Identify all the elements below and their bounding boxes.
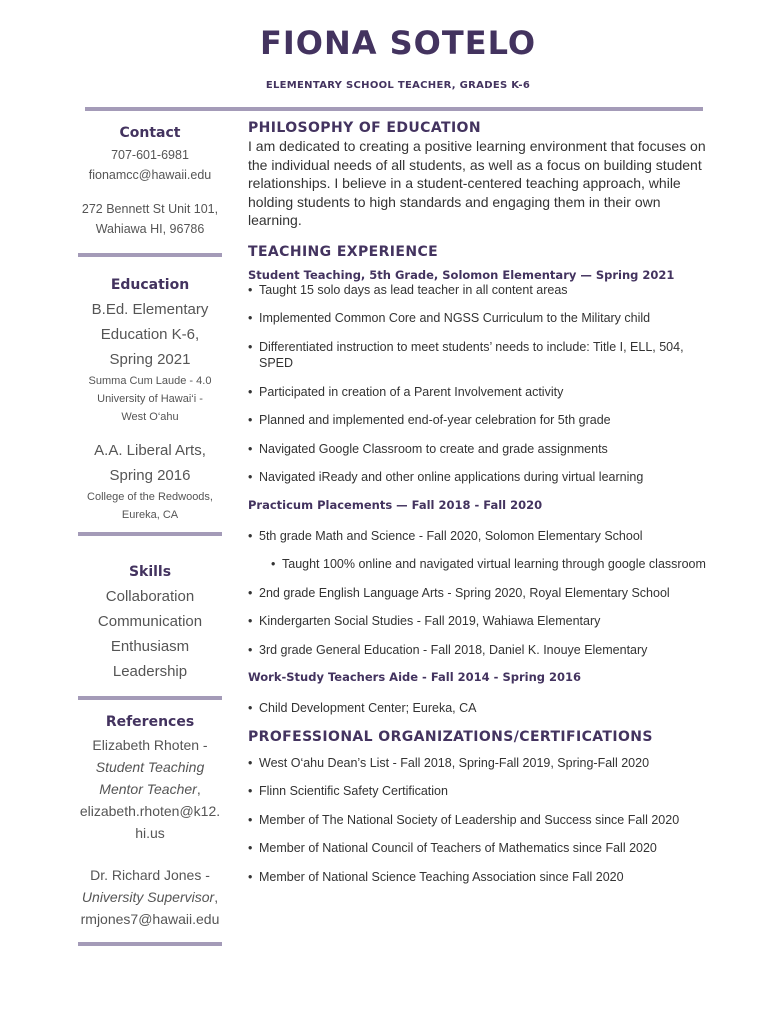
list-item: • West O‘ahu Dean’s List - Fall 2018, Spring-Fall 2019, Spring-Fall 2020 (248, 755, 718, 772)
contact-address-line1: 272 Bennett St Unit 101, (81, 202, 219, 216)
list-item-nested: • Taught 100% online and navigated virtual learning through google classroom (271, 556, 718, 573)
reference1-title-line1: Student Teaching (95, 759, 205, 775)
list-item: • Participated in creation of a Parent Involvement activity (248, 384, 718, 401)
work-study-list (248, 700, 718, 717)
student-teaching-title: Student Teaching, 5th Grade, Solomon Elementary — Spring 2021 (248, 267, 675, 282)
list-item: • Child Development Center; Eureka, CA (248, 700, 718, 717)
organizations-list (248, 755, 718, 886)
work-study-title: Work-Study Teachers Aide - Fall 2014 - Spring 2016 (248, 670, 581, 684)
practicum-list (248, 528, 718, 659)
reference1-title-line2-wrap (55, 778, 245, 800)
list-item: • Differentiated instruction to meet students’ needs to include: Title I, ELL, 504, SPED (248, 339, 718, 372)
degree1-line3: Spring 2021 (109, 351, 191, 368)
list-item: • 5th grade Math and Science - Fall 2020, Solomon Elementary School (248, 528, 718, 545)
skills-heading: Skills (128, 564, 172, 580)
reference1-name: Elizabeth Rhoten - (92, 737, 208, 753)
education-section (55, 277, 245, 524)
philosophy-heading: PHILOSOPHY OF EDUCATION (248, 120, 481, 136)
list-item: • Implemented Common Core and NGSS Curriculum to the Military child (248, 310, 718, 327)
list-item: • Member of National Council of Teachers of Mathematics since Fall 2020 (248, 840, 718, 857)
degree2-line2: Spring 2016 (109, 467, 191, 484)
skill-item: Communication (97, 613, 203, 630)
reference1-comma: , (196, 781, 201, 797)
sidebar-divider (78, 942, 222, 946)
header-divider (85, 107, 703, 111)
degree1-school-line2: West O‘ahu (121, 411, 179, 423)
list-item: • Taught 15 solo days as lead teacher in all content areas (248, 282, 718, 299)
reference2-comma: , (214, 889, 219, 905)
list-item: • Navigated iReady and other online applications during virtual learning (248, 469, 718, 486)
references-section (55, 714, 245, 930)
skill-item: Leadership (112, 663, 188, 680)
list-item: • Navigated Google Classroom to create and grade assignments (248, 441, 718, 458)
reference1-title-line2: Mentor Teacher (99, 781, 197, 797)
reference1-email-line1: elizabeth.rhoten@k12. (79, 803, 221, 819)
list-item: • Member of The National Society of Leadership and Success since Fall 2020 (248, 812, 718, 829)
practicum-title: Practicum Placements — Fall 2018 - Fall 2020 (248, 497, 543, 512)
contact-address-line2: Wahiawa HI, 96786 (95, 222, 205, 236)
candidate-name: FIONA SOTELO (259, 24, 537, 62)
skill-item: Collaboration (105, 588, 195, 605)
contact-section (55, 125, 245, 239)
reference2-name: Dr. Richard Jones - (90, 867, 210, 883)
degree1-honors: Summa Cum Laude - 4.0 (88, 375, 212, 387)
reference2-title-wrap (55, 886, 245, 908)
degree2-line1: A.A. Liberal Arts, (94, 442, 206, 459)
references-heading: References (105, 714, 195, 730)
experience-heading: TEACHING EXPERIENCE (248, 243, 439, 260)
degree1-line2: Education K-6, (100, 326, 200, 343)
degree2-school-line1: College of the Redwoods, (87, 491, 213, 503)
degree1-line1: B.Ed. Elementary (91, 301, 209, 318)
organizations-heading: PROFESSIONAL ORGANIZATIONS/CERTIFICATIONS (248, 728, 653, 745)
list-item: • 2nd grade English Language Arts - Spring 2020, Royal Elementary School (248, 585, 718, 602)
reference1-email-line2: hi.us (135, 825, 165, 841)
list-item: • Kindergarten Social Studies - Fall 2019, Wahiawa Elementary (248, 613, 718, 630)
skills-section (55, 564, 245, 684)
student-teaching-list (248, 282, 718, 486)
reference2-email: rmjones7@hawaii.edu (80, 911, 220, 927)
philosophy-text: I am dedicated to creating a positive learning environment that focuses on the individual needs of all students, as well as a focus on building student relationships. I believe in a student-centered teaching approach, while holding students to high standards and engaging them in their own learning. (248, 138, 706, 228)
degree2-school-line2: Eureka, CA (121, 509, 179, 521)
contact-heading: Contact (119, 125, 181, 141)
list-item: • Member of National Science Teaching Association since Fall 2020 (248, 869, 718, 886)
reference2-title: University Supervisor (81, 889, 215, 905)
list-item: • Flinn Scientific Safety Certification (248, 783, 718, 800)
main-column (248, 120, 718, 885)
education-heading: Education (110, 277, 190, 293)
list-item: • 3rd grade General Education - Fall 2018, Daniel K. Inouye Elementary (248, 642, 718, 659)
job-title: ELEMENTARY SCHOOL TEACHER, GRADES K-6 (265, 80, 531, 91)
list-item: • Planned and implemented end-of-year celebration for 5th grade (248, 412, 718, 429)
contact-email: fionamcc@hawaii.edu (88, 168, 212, 182)
skill-item: Enthusiasm (110, 638, 190, 655)
contact-phone: 707-601-6981 (111, 148, 189, 162)
degree1-school-line1: University of Hawai‘i - (97, 393, 203, 405)
sidebar (55, 125, 245, 946)
